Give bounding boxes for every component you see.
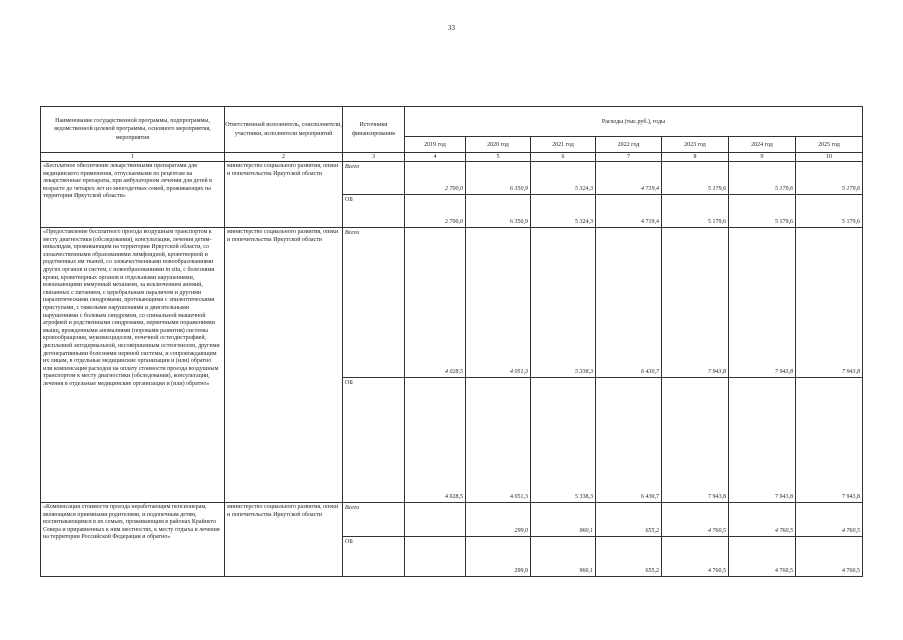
column-number: 6 — [531, 153, 596, 162]
value-cell: 5 179,6 — [796, 162, 863, 195]
value-cell: 4 028,5 — [405, 378, 466, 503]
value-cell: 5 179,6 — [662, 195, 729, 228]
value-cell: 299,0 — [466, 537, 531, 577]
column-number: 2 — [225, 153, 343, 162]
column-number: 5 — [466, 153, 531, 162]
header-year: 2021 год — [531, 137, 596, 153]
header-year: 2024 год — [729, 137, 796, 153]
column-number: 8 — [662, 153, 729, 162]
column-numbers-row — [41, 153, 863, 162]
value-cell: 7 943,8 — [729, 378, 796, 503]
header-year: 2020 год — [466, 137, 531, 153]
value-cell: 5 338,3 — [531, 378, 596, 503]
value-cell: 7 943,8 — [662, 228, 729, 378]
column-number: 9 — [729, 153, 796, 162]
header-source: Источники финансирования — [343, 107, 405, 153]
value-cell: 6 350,9 — [466, 162, 531, 195]
value-cell: 5 338,3 — [531, 228, 596, 378]
value-cell: 5 179,6 — [796, 195, 863, 228]
header-year: 2025 год — [796, 137, 863, 153]
expenses-table — [40, 106, 863, 577]
value-cell: 5 179,6 — [729, 162, 796, 195]
table-row — [41, 228, 863, 378]
value-cell: 655,2 — [596, 503, 662, 537]
column-number: 7 — [596, 153, 662, 162]
header-name: Наименование государственной программы, подпрограммы, ведомственной целевой программы, основного мероприятия, мероприятия — [41, 107, 225, 153]
value-cell: 4 028,5 — [405, 228, 466, 378]
table-row — [41, 162, 863, 195]
measure-description: «Предоставление бесплатного проезда воздушным транспортом к месту диагностики (обследования), консультации, лечения детям-инвалидам, проживающим на территории Иркутской области, со злокачественными образованиями лимфоидной, кроветворной и родственных им тканей, со злокачественными новообразованиями других органов и систем, с новообразованиями in situ, с болезнями крови, кроветворных органов и отдельными нарушениями, вовлекающими иммунный механизм, за исключением анемий, связанных с питанием, с церебральным параличом и другими паралитическими синдромами, протекающими с эпилептическими приступами, с тяжелыми нарушениями и двигательными нарушениями с болевым синдромом, со спинальной мышечной атрофией и родственными синдромами, первичными поражениями мышц, врожденными аномалиями (пороками развития) системы кровообращения, муковисцидозом, почечной остеодистрофией, дисплазией эктодермальной, несовершенным остеогенезом, другими дегенеративными болезнями нервной системы, и сопровождающим их лицам, в отдельные медицинские организации и (или) обратно или компенсация расходов на оплату стоимости проезда воздушным транспортом к месту диагностики (обследования), консультации, лечения в отдельные медицинские организации и (или) обратно» — [41, 228, 225, 503]
value-cell: 7 943,8 — [796, 378, 863, 503]
value-cell: 655,2 — [596, 537, 662, 577]
value-cell: 7 943,8 — [729, 228, 796, 378]
value-cell: 2 700,0 — [405, 195, 466, 228]
source-ob-label: ОБ — [343, 378, 405, 503]
value-cell: 4 051,3 — [466, 378, 531, 503]
value-cell: 299,0 — [466, 503, 531, 537]
header-year: 2019 год — [405, 137, 466, 153]
value-cell: 4 719,4 — [596, 162, 662, 195]
value-cell: 6 350,9 — [466, 195, 531, 228]
value-cell: 5 179,6 — [662, 162, 729, 195]
column-number: 10 — [796, 153, 863, 162]
value-cell: 4 760,5 — [662, 537, 729, 577]
value-cell: 4 760,5 — [729, 537, 796, 577]
value-cell: 5 179,6 — [729, 195, 796, 228]
source-total-label: Всего — [343, 162, 405, 195]
column-number: 1 — [41, 153, 225, 162]
value-cell: 7 943,8 — [796, 228, 863, 378]
value-cell: 7 943,8 — [662, 378, 729, 503]
value-cell: 5 324,3 — [531, 195, 596, 228]
column-number: 3 — [343, 153, 405, 162]
value-cell: 4 051,3 — [466, 228, 531, 378]
value-cell: 4 719,4 — [596, 195, 662, 228]
header-year: 2022 год — [596, 137, 662, 153]
source-ob-label: ОБ — [343, 537, 405, 577]
responsible-executor: министерство социального развития, опеки и попечительства Иркутской области — [225, 228, 343, 503]
value-cell: 4 760,5 — [796, 537, 863, 577]
value-cell: 5 324,3 — [531, 162, 596, 195]
measure-description: «Бесплатное обеспечение лекарственными препаратами для медицинского применения, отпускаемыми по рецептам на лекарственные препараты, при амбулаторном лечении для детей в возрасте до четырех лет из многодетных семей, проживающих на территории Иркутской области» — [41, 162, 225, 228]
value-cell — [405, 537, 466, 577]
source-ob-label: ОБ — [343, 195, 405, 228]
header-expenses: Расходы (тыс.руб.), годы — [405, 107, 863, 137]
value-cell: 960,1 — [531, 503, 596, 537]
value-cell: 2 700,0 — [405, 162, 466, 195]
value-cell — [405, 503, 466, 537]
page-number: 33 — [448, 24, 455, 32]
value-cell: 6 430,7 — [596, 378, 662, 503]
value-cell: 4 760,5 — [729, 503, 796, 537]
value-cell: 4 760,5 — [796, 503, 863, 537]
value-cell: 6 430,7 — [596, 228, 662, 378]
source-total-label: Всего — [343, 228, 405, 378]
column-number: 4 — [405, 153, 466, 162]
responsible-executor: министерство социального развития, опеки и попечительства Иркутской области — [225, 162, 343, 228]
value-cell: 4 760,5 — [662, 503, 729, 537]
value-cell: 960,1 — [531, 537, 596, 577]
measure-description: «Компенсация стоимости проезда неработающим пенсионерам, являющимся приемными родителями, и подопечным детям, воспитывающимся в их семьях, проживающим в районах Крайнего Севера и приравненных к ним местностях, к месту отдыха и лечения на территории Российской Федерации и обратно» — [41, 503, 225, 577]
header-year: 2023 год — [662, 137, 729, 153]
table-row — [41, 503, 863, 537]
header-responsible: Ответственный исполнитель, соисполнители, участники, исполнители мероприятий — [225, 107, 343, 153]
responsible-executor: министерство социального развития, опеки и попечительства Иркутской области — [225, 503, 343, 577]
source-total-label: Всего — [343, 503, 405, 537]
